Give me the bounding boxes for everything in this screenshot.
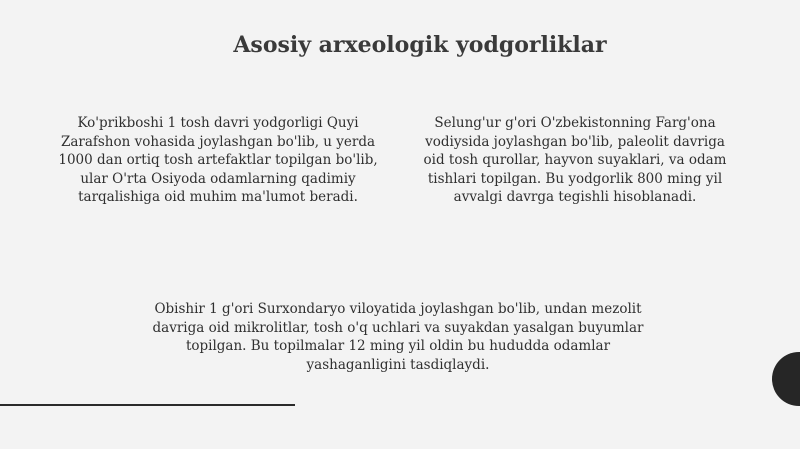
decorative-divider-line <box>0 404 295 406</box>
paragraph-koprikboshi: Ko'prikboshi 1 tosh davri yodgorligi Quyi Zarafshon vohasida joylashgan bo'lib, u yerda 1000 dan ortiq tosh artefaktlar topilgan bo'lib, ular O'rta Osiyoda odamlarning qadimiy tarqalishiga oid muhim ma'lumot beradi. <box>58 115 378 205</box>
decorative-circle <box>772 352 800 406</box>
slide-title: Asosiy arxeologik yodgorliklar <box>233 32 607 58</box>
paragraph-selungur: Selung'ur g'ori O'zbekistonning Farg'ona vodiysida joylashgan bo'lib, paleolit davriga oid tosh qurollar, hayvon suyaklari, va odam tishlari topilgan. Bu yodgorlik 800 ming yil avvalgi davrga tegishli hisoblanadi. <box>423 115 727 205</box>
paragraph-obishir: Obishir 1 g'ori Surxondaryo viloyatida joylashgan bo'lib, undan mezolit davriga oid mikrolitlar, tosh o'q uchlari va suyakdan yasalgan buyumlar topilgan. Bu topilmalar 12 ming yil oldin bu hududda odamlar yashaganligini tasdiqlaydi. <box>152 301 644 373</box>
